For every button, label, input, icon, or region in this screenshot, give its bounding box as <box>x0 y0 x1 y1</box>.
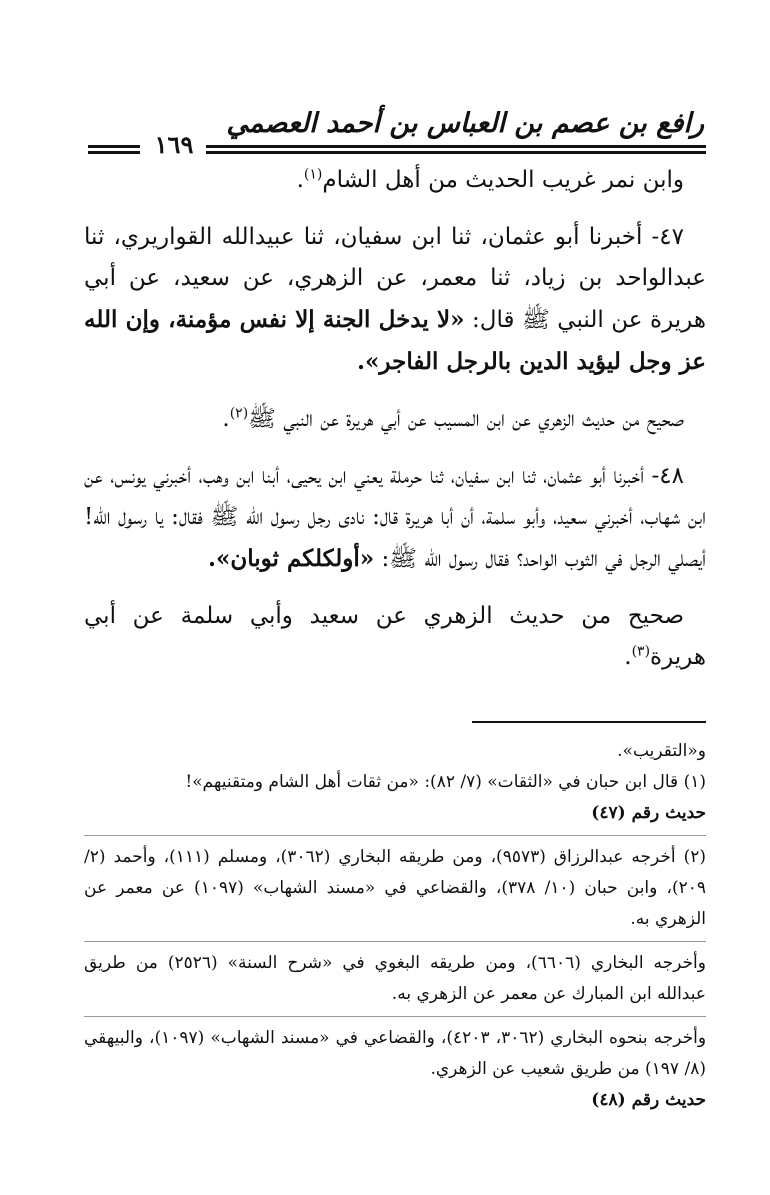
paragraph-text: صحيح من حديث الزهري عن سعيد وأبي سلمة عن أبي هريرة <box>84 603 706 670</box>
paragraph: وابن نمر غريب الحديث من أهل الشام$^{(١)}$. <box>296 166 684 193</box>
footnote-hadith-ref: حديث رقم (٤٨) <box>591 1090 706 1110</box>
isnad-text: ٤٨- أخبرنا أبو عثمان، ثنا ابن سفيان، ثنا حرملة يعني ابن يحيى، أبنا ابن وهب، أخبرني يونس، عن ابن شهاب، أخبرني سعيد، وأبو سلمة، أن أبا هريرة قال: نادى رجل رسول الله ﷺ فقال: يا رسول الله! أيصلي الرجل في الثوب الواحد؟ فقال رسول الله ﷺ: <box>84 463 706 572</box>
footnote-marker: (٢) <box>229 405 249 422</box>
header-rule <box>206 151 706 154</box>
footnotes <box>84 736 706 1116</box>
footnote-divider <box>84 1016 706 1017</box>
footnote-divider <box>84 941 706 942</box>
footnote-hadith-ref: حديث رقم (٤٧) <box>591 803 706 823</box>
footnote-separator <box>472 721 706 723</box>
main-text <box>84 160 706 694</box>
hadith-text: «لا يدخل الجنة إلا نفس مؤمنة، وإن الله عز وجل ليؤيد الدين بالرجل الفاجر». <box>84 306 706 375</box>
footnote-marker: (١) <box>303 166 323 183</box>
footnote-2: (٢) أخرجه عبدالرزاق (٩٥٧٣)، ومن طريقه البخاري (٣٠٦٢)، ومسلم (١١١)، وأحمد (٢/ ٢٠٩)، وابن حبان (١٠/ ٣٧٨)، والقضاعي في «مسند الشهاب» (١٠٩٧) عن معمر عن الزهري به. <box>84 847 707 929</box>
footnote-2-continued: وأخرجه بنحوه البخاري (٣٠٦٢، ٤٢٠٣)، والقضاعي في «مسند الشهاب» (١٠٩٧)، والبيهقي (٨/ ١٩٧) من طريق شعيب عن الزهري. <box>84 1028 707 1079</box>
footnote-1: (١) قال ابن حبان في «الثقات» (٧/ ٨٢): «من ثقات أهل الشام ومتقنيهم»! <box>185 772 706 792</box>
grading-paragraph: صحيح من حديث الزهري عن سعيد وأبي سلمة عن أبي هريرة$^{(٣)}$. <box>84 603 706 670</box>
hadith-47 <box>84 217 706 383</box>
header-rule <box>88 145 140 148</box>
footnote-marker: (٣) <box>631 643 651 660</box>
header-rule <box>88 151 140 154</box>
header-rule <box>206 145 706 148</box>
footnote-2-continued: وأخرجه البخاري (٦٦٠٦)، ومن طريقه البغوي في «شرح السنة» (٢٥٢٦) من طريق عبدالله ابن المبارك عن معمر عن الزهري به. <box>84 953 706 1004</box>
hadith-text: «أولكلكم ثوبان». <box>207 545 375 572</box>
page-number: ١٦٩ <box>154 130 194 159</box>
paragraph-text: صحيح من حديث الزهري عن ابن المسيب عن أبي هريرة عن النبي ﷺ <box>248 406 684 432</box>
running-header-title: رافع بن عصم بن العباس بن أحمد العصمي <box>226 108 704 139</box>
hadith-48 <box>84 456 706 580</box>
footnote-continuation: و«التقريب». <box>617 741 706 761</box>
isnad-text: ٤٧- أخبرنا أبو عثمان، ثنا ابن سفيان، ثنا عبيدالله القواريري، ثنا عبدالواحد بن زياد، ثنا معمر، عن الزهري، عن سعيد، عن أبي هريرة عن النبي ﷺ قال: <box>84 224 706 333</box>
footnote-divider <box>84 835 706 836</box>
paragraph-text: وابن نمر غريب الحديث من أهل الشام <box>322 167 684 193</box>
grading-paragraph: صحيح من حديث الزهري عن ابن المسيب عن أبي هريرة عن النبي ﷺ$^{(٢)}$. <box>222 405 684 432</box>
